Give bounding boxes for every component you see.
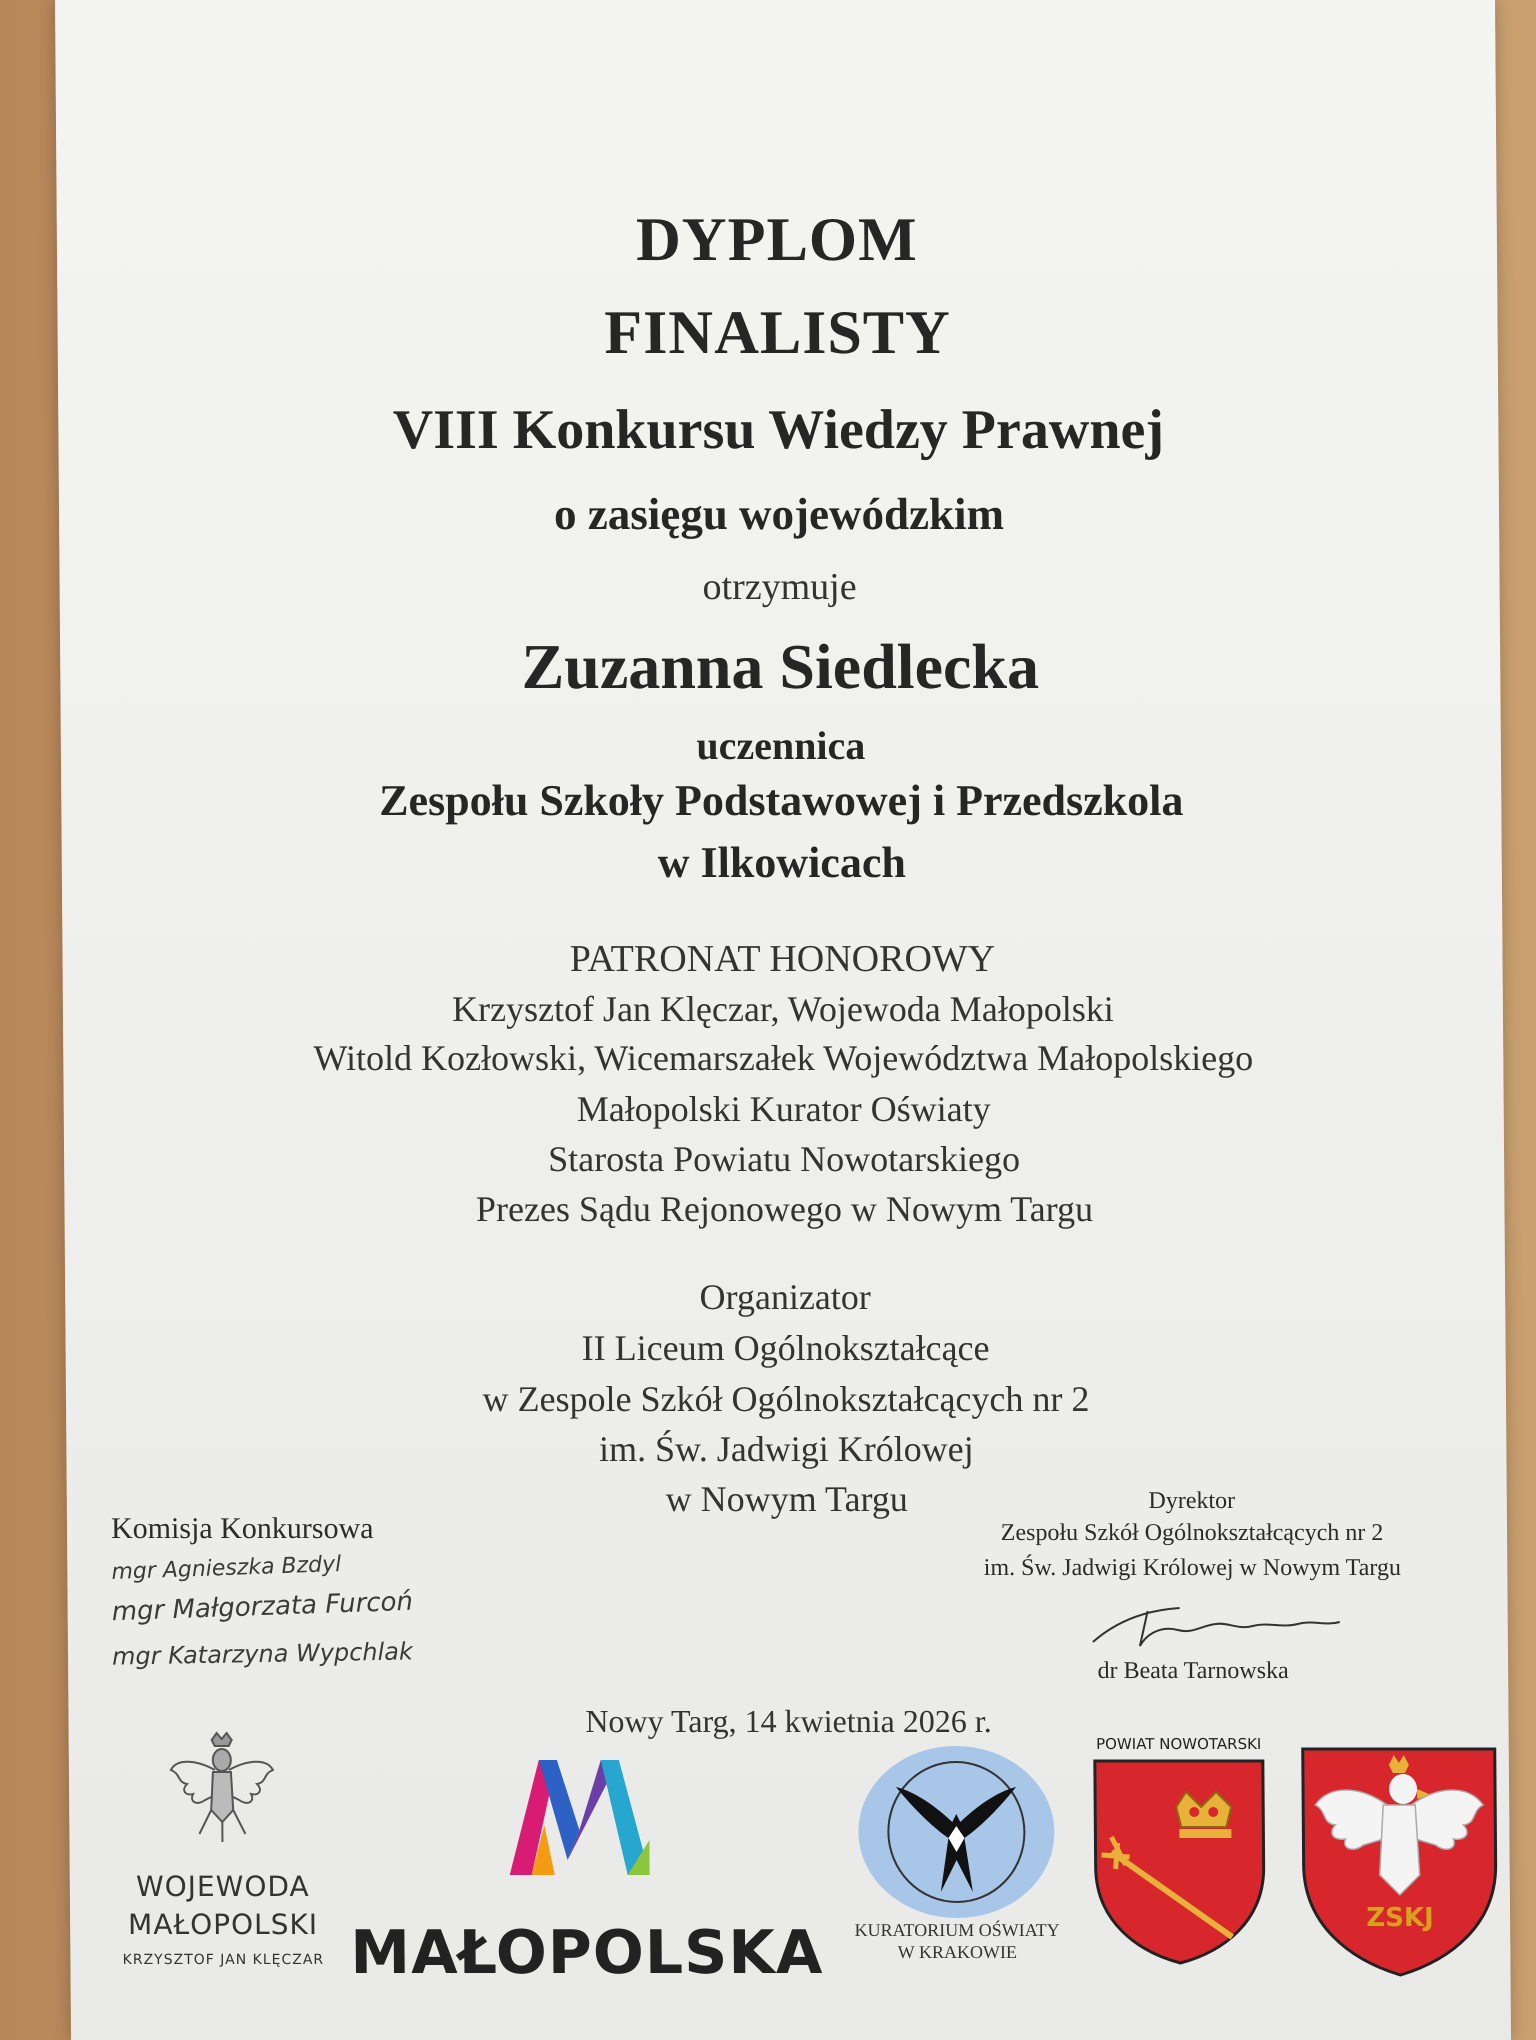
patronage-item: Prezes Sądu Rejonowego w Nowym Targu — [475, 1189, 1094, 1229]
organizer-line: w Nowym Targu — [665, 1479, 908, 1519]
school-location: w Ilkowicach — [657, 838, 907, 887]
crown-shield-icon — [1091, 1757, 1269, 1967]
receives-label: otrzymuje — [702, 566, 857, 608]
diploma-title: DYPLOM — [635, 206, 918, 274]
wojewoda-name: KRZYSZTOF JAN KLĘCZAR — [122, 1952, 325, 1968]
director-name: dr Beata Tarnowska — [1097, 1658, 1289, 1684]
school-name: Zespołu Szkoły Podstawowej i Przedszkola — [378, 776, 1184, 825]
patronage-item: Starosta Powiatu Nowotarskiego — [547, 1139, 1021, 1179]
malopolska-logo — [349, 1740, 851, 1990]
place-date: Nowy Targ, 14 kwietnia 2026 r. — [585, 1703, 992, 1739]
wojewoda-label: WOJEWODA — [135, 1870, 310, 1903]
zskj-monogram: ZSKJ — [1366, 1903, 1434, 1933]
director-institution-location: im. Św. Jadwigi Królowej w Nowym Targu — [983, 1555, 1402, 1581]
competition-name: VIII Konkursu Wiedzy Prawnej — [392, 399, 1165, 461]
kuratorium-logo — [841, 1742, 1073, 1982]
diploma-subtitle: FINALISTY — [604, 299, 952, 367]
swallow-icon — [856, 1742, 1057, 1922]
committee-signature: mgr Katarzyna Wypchlak — [111, 1637, 414, 1671]
recipient-name: Zuzanna Siedlecka — [521, 631, 1040, 702]
powiat-nowotarski-logo — [1079, 1735, 1281, 1975]
organizer-line: im. Św. Jadwigi Królowej — [598, 1429, 974, 1469]
organizer-line: w Zespole Szkół Ogólnokształcących nr 2 — [482, 1379, 1090, 1419]
competition-scope: o zasięgu wojewódzkim — [553, 489, 1005, 539]
committee-signature: mgr Małgorzata Furcoń — [111, 1586, 414, 1628]
director-institution: Zespołu Szkół Ogólnokształcących nr 2 — [1000, 1520, 1384, 1546]
malopolska-mountains-icon — [509, 1740, 650, 1880]
patronage-item: Małopolski Kurator Oświaty — [576, 1089, 991, 1129]
patronage-heading: PATRONAT HONOROWY — [569, 938, 996, 980]
committee-heading: Komisja Konkursowa — [110, 1512, 374, 1545]
patronage-item: Krzysztof Jan Klęczar, Wojewoda Małopolski — [451, 989, 1114, 1029]
patronage-item: Witold Kozłowski, Wicemarszałek Województwa Małopolskiego — [313, 1038, 1254, 1078]
wojewoda-logo — [107, 1730, 329, 1980]
organizer-line: II Liceum Ogólnokształcące — [581, 1328, 990, 1368]
white-eagle-shield-icon — [1299, 1745, 1501, 1980]
diploma-paper — [55, 0, 1511, 2040]
malopolska-wordmark: MAŁOPOLSKA — [350, 1918, 824, 1988]
recipient-role: uczennica — [696, 723, 866, 768]
wojewoda-region: MAŁOPOLSKI — [127, 1908, 319, 1941]
kuratorium-label: KURATORIUM OŚWIATY — [854, 1920, 1060, 1940]
director-heading: Dyrektor — [1148, 1488, 1236, 1514]
eagle-icon — [167, 1730, 278, 1850]
director-signature-image — [1088, 1602, 1348, 1652]
powiat-label: POWIAT NOWOTARSKI — [1095, 1735, 1262, 1753]
organizer-heading: Organizator — [699, 1277, 871, 1317]
zskj-logo — [1299, 1745, 1501, 1985]
committee-signature: mgr Agnieszka Bzdyl — [110, 1551, 342, 1586]
kuratorium-location: W KRAKOWIE — [897, 1942, 1017, 1962]
